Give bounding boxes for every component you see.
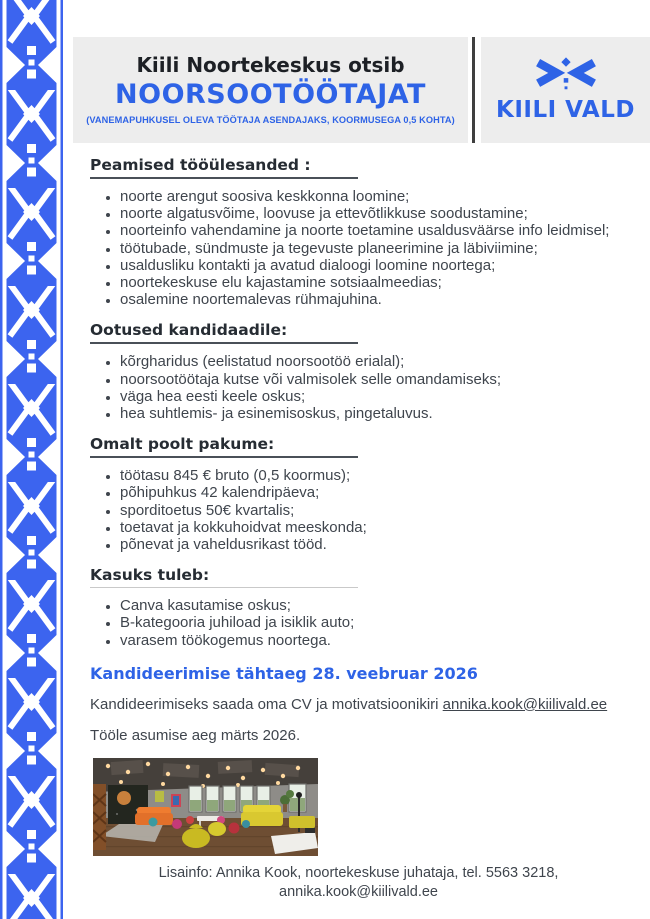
expectation-list [90,353,638,422]
section-heading: Ootused kandidaadile: [90,321,638,344]
list-item: • noorteinfo vahendamine ja noorte toetamine usaldusväärse info leidmisel; [120,222,638,239]
list-item: • noorte arengut soosiva keskkonna loomine; [120,188,638,205]
dragonfly-icon [535,57,597,93]
section-advantages [90,566,638,649]
list-item: • töötasu 845 € bruto (0,5 koormus); [120,467,638,484]
application-email-link[interactable]: annika.kook@kiilivald.ee [442,695,608,713]
section-heading: Peamised tööülesanded : [90,156,638,179]
list-item: • sporditoetus 50€ kvartalis; [120,502,638,519]
list-item: • noortekeskuse elu kajastamine sotsiaalmeedias; [120,274,638,291]
section-heading: Kasuks tuleb: [90,566,638,588]
youth-center-photo [93,758,318,856]
start-date-text: Tööle asumise aeg märts 2026. [90,727,301,745]
list-item: • varasem töökogemus noortega. [120,632,638,649]
advantage-list [90,597,638,649]
section-tasks [90,156,638,308]
list-item: • töötubade, sündmuste ja tegevuste planeerimine ja läbiviimine; [120,240,638,257]
footer-line1: Lisainfo: Annika Kook, noortekeskuse juhataja, tel. 5563 3218, [158,865,559,882]
list-item: • noorte algatusvõime, loovuse ja ettevõtlikkuse soodustamine; [120,205,638,222]
list-item: • toetavat ja kokkuhoidvat meeskonda; [120,519,638,536]
list-item: • kõrgharidus (eelistatud noorsootöö erialal); [120,353,638,370]
list-item: • noorsootöötaja kutse või valmisolek selle omandamiseks; [120,371,638,388]
offer-list [90,467,638,553]
footer-email: annika.kook@kiilivald.ee [279,883,438,900]
footer-contact [73,864,650,901]
job-title: NOORSOOTÖÖTAJAT [115,79,426,110]
job-subtitle: (VANEMAPUHKUSEL OLEVA TÖÖTAJA ASENDAJAKS, KOORMUSEGA 0,5 KOHTA) [86,115,455,125]
section-expectations [90,321,638,422]
list-item: • põhipuhkus 42 kalendripäeva; [120,484,638,501]
application-instructions [90,696,638,714]
list-item: • väga hea eesti keele oskus; [120,388,638,405]
title-box [73,37,468,143]
list-item: • põnevat ja vaheldusrikast tööd. [120,536,638,553]
header [73,37,650,143]
list-item: • B-kategooria juhiload ja isiklik auto; [120,614,638,631]
section-heading: Omalt poolt pakume: [90,435,638,458]
folk-pattern-border [0,0,63,919]
list-item: • usaldusliku kontakti ja avatud dialoogi loomine noortega; [120,257,638,274]
application-deadline: Kandideerimise tähtaeg 28. veebruar 2026 [90,663,478,683]
application-text: Kandideerimiseks saada oma CV ja motivatsioonikiri [90,695,439,713]
poster-content [73,0,650,901]
organization-title: Kiili Noortekeskus otsib [136,53,405,77]
list-item: • hea suhtlemis- ja esinemisoskus, pingetaluvus. [120,405,638,422]
logo-wordmark: KIILI VALD [496,97,635,123]
list-item: • osalemine noortemalevas rühmajuhina. [120,291,638,308]
task-list [90,188,638,308]
list-item: • Canva kasutamise oskus; [120,597,638,614]
logo-box [481,37,650,143]
section-offer [90,435,638,553]
